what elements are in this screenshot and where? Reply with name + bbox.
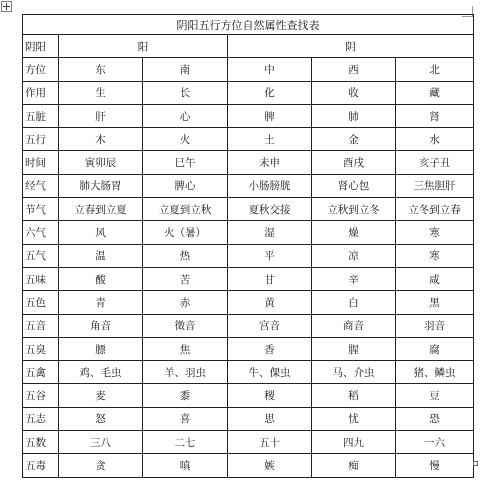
table-cell[interactable]: 商音 <box>312 314 396 337</box>
row-label-cell[interactable]: 方位 <box>23 58 59 81</box>
table-cell[interactable]: 木 <box>59 128 143 151</box>
header-cell-yinyang[interactable]: 阴阳 <box>23 35 59 58</box>
table-row <box>23 384 474 407</box>
table-cell[interactable]: 北 <box>396 58 474 81</box>
row-label-cell[interactable]: 五音 <box>23 314 59 337</box>
table-cell[interactable]: 腥 <box>312 337 396 360</box>
table-cell[interactable]: 立秋到立冬 <box>312 198 396 221</box>
table-cell[interactable]: 肺 <box>312 104 396 127</box>
table-cell[interactable]: 金 <box>312 128 396 151</box>
table-cell[interactable]: 三焦胆肝 <box>396 174 474 197</box>
table-cell[interactable]: 一六 <box>396 431 474 454</box>
table-cell[interactable]: 燥 <box>312 221 396 244</box>
table-row <box>23 291 474 314</box>
table-cell[interactable]: 青 <box>59 291 143 314</box>
table-cell[interactable]: 宫音 <box>228 314 312 337</box>
attribute-table <box>22 14 474 478</box>
table-cell[interactable]: 亥子丑 <box>396 151 474 174</box>
table-cell[interactable]: 苦 <box>143 267 228 290</box>
table-cell[interactable]: 凉 <box>312 244 396 267</box>
table-cell[interactable]: 羊、羽虫 <box>143 361 228 384</box>
row-label-cell[interactable]: 五行 <box>23 128 59 151</box>
header-row <box>23 35 474 58</box>
table-cell[interactable]: 慢 <box>396 454 474 477</box>
table-cell[interactable]: 黑 <box>396 291 474 314</box>
table-cell[interactable]: 脾心 <box>143 174 228 197</box>
row-label-cell[interactable]: 五脏 <box>23 104 59 127</box>
table-cell[interactable]: 贪 <box>59 454 143 477</box>
table-cell[interactable]: 赤 <box>143 291 228 314</box>
table-cell[interactable]: 立春到立夏 <box>59 198 143 221</box>
table-cell[interactable]: 平 <box>228 244 312 267</box>
table-row <box>23 198 474 221</box>
table-title[interactable]: 阴阳五行方位自然属性查找表 <box>23 15 474 35</box>
table-row <box>23 128 474 151</box>
table-cell[interactable]: 思 <box>228 407 312 430</box>
table-cell[interactable]: 湿 <box>228 221 312 244</box>
row-label-cell[interactable]: 五志 <box>23 407 59 430</box>
table-row <box>23 407 474 430</box>
table-resize-handle[interactable] <box>473 461 478 466</box>
table-cell[interactable]: 鸡、毛虫 <box>59 361 143 384</box>
table-cell[interactable]: 肾 <box>396 104 474 127</box>
table-cell[interactable]: 寒 <box>396 221 474 244</box>
table-cell[interactable]: 藏 <box>396 81 474 104</box>
table-cell[interactable]: 南 <box>143 58 228 81</box>
table-row <box>23 221 474 244</box>
table-cell[interactable]: 羽音 <box>396 314 474 337</box>
row-label-cell[interactable]: 节气 <box>23 198 59 221</box>
table-cell[interactable]: 火 <box>143 128 228 151</box>
table-cell[interactable]: 温 <box>59 244 143 267</box>
table-cell[interactable]: 寒 <box>396 244 474 267</box>
table-cell[interactable]: 稷 <box>228 384 312 407</box>
row-label-cell[interactable]: 五谷 <box>23 384 59 407</box>
table-cell[interactable]: 马、介虫 <box>312 361 396 384</box>
table-row <box>23 454 474 477</box>
table-cell[interactable]: 肺大肠胃 <box>59 174 143 197</box>
table-cell[interactable]: 寅卯辰 <box>59 151 143 174</box>
table-cell[interactable]: 火（暑） <box>143 221 228 244</box>
table-cell[interactable]: 嫉 <box>228 454 312 477</box>
table-cell[interactable]: 收 <box>312 81 396 104</box>
table-cell[interactable]: 酉戌 <box>312 151 396 174</box>
table-cell[interactable]: 中 <box>228 58 312 81</box>
table-cell[interactable]: 热 <box>143 244 228 267</box>
table-cell[interactable]: 牛、倮虫 <box>228 361 312 384</box>
table-cell[interactable]: 五十 <box>228 431 312 454</box>
table-row <box>23 244 474 267</box>
table-row <box>23 314 474 337</box>
table-cell[interactable]: 甘 <box>228 267 312 290</box>
table-cell[interactable]: 徵音 <box>143 314 228 337</box>
row-label-cell[interactable]: 时间 <box>23 151 59 174</box>
table-cell[interactable]: 四九 <box>312 431 396 454</box>
table-cell[interactable]: 西 <box>312 58 396 81</box>
table-cell[interactable]: 长 <box>143 81 228 104</box>
table-cell[interactable]: 东 <box>59 58 143 81</box>
table-cell[interactable]: 土 <box>228 128 312 151</box>
table-cell[interactable]: 白 <box>312 291 396 314</box>
table-row <box>23 361 474 384</box>
table-cell[interactable]: 黍 <box>143 384 228 407</box>
table-cell[interactable]: 香 <box>228 337 312 360</box>
header-cell-yang[interactable]: 阳 <box>59 35 228 58</box>
table-cell[interactable]: 心 <box>143 104 228 127</box>
table-cell[interactable]: 豆 <box>396 384 474 407</box>
table-cell[interactable]: 恐 <box>396 407 474 430</box>
table-cell[interactable]: 怒 <box>59 407 143 430</box>
table-cell[interactable]: 膘 <box>59 337 143 360</box>
row-label-cell[interactable]: 五味 <box>23 267 59 290</box>
table-cell[interactable]: 巳午 <box>143 151 228 174</box>
table-move-handle-icon[interactable] <box>1 1 12 12</box>
table-cell[interactable]: 喜 <box>143 407 228 430</box>
row-label-cell[interactable]: 五气 <box>23 244 59 267</box>
table-row <box>23 151 474 174</box>
table-cell[interactable]: 生 <box>59 81 143 104</box>
table-cell[interactable]: 立夏到立秋 <box>143 198 228 221</box>
table-cell[interactable]: 角音 <box>59 314 143 337</box>
row-label-cell[interactable]: 五色 <box>23 291 59 314</box>
table-cell[interactable]: 夏秋交接 <box>228 198 312 221</box>
header-cell-yin[interactable]: 阴 <box>228 35 474 58</box>
row-label-cell[interactable]: 作用 <box>23 81 59 104</box>
table-cell[interactable]: 痴 <box>312 454 396 477</box>
row-label-cell[interactable]: 经气 <box>23 174 59 197</box>
table-cell[interactable]: 未申 <box>228 151 312 174</box>
table-row <box>23 81 474 104</box>
table-cell[interactable]: 忧 <box>312 407 396 430</box>
table-cell[interactable]: 化 <box>228 81 312 104</box>
table-cell[interactable]: 三八 <box>59 431 143 454</box>
table-cell[interactable]: 酸 <box>59 267 143 290</box>
table-row <box>23 58 474 81</box>
table-cell[interactable]: 风 <box>59 221 143 244</box>
title-row <box>23 15 474 35</box>
table-cell[interactable]: 肝 <box>59 104 143 127</box>
table-cell[interactable]: 猪、鳞虫 <box>396 361 474 384</box>
row-label-cell[interactable]: 五禽 <box>23 361 59 384</box>
table-cell[interactable]: 嗔 <box>143 454 228 477</box>
table-cell[interactable]: 焦 <box>143 337 228 360</box>
table-cell[interactable]: 黄 <box>228 291 312 314</box>
row-label-cell[interactable]: 五数 <box>23 431 59 454</box>
row-label-cell[interactable]: 六气 <box>23 221 59 244</box>
table-cell[interactable]: 辛 <box>312 267 396 290</box>
table-cell[interactable]: 二七 <box>143 431 228 454</box>
table-cell[interactable]: 脾 <box>228 104 312 127</box>
table-cell[interactable]: 稻 <box>312 384 396 407</box>
table-cell[interactable]: 腐 <box>396 337 474 360</box>
table-row <box>23 337 474 360</box>
table-row <box>23 174 474 197</box>
table-cell[interactable]: 立冬到立春 <box>396 198 474 221</box>
table-cell[interactable]: 麦 <box>59 384 143 407</box>
table-row <box>23 267 474 290</box>
table-cell[interactable]: 肾心包 <box>312 174 396 197</box>
table-cell[interactable]: 水 <box>396 128 474 151</box>
table-cell[interactable]: 咸 <box>396 267 474 290</box>
table-row <box>23 104 474 127</box>
table-row <box>23 431 474 454</box>
row-label-cell[interactable]: 五臭 <box>23 337 59 360</box>
table-cell[interactable]: 小肠膀胱 <box>228 174 312 197</box>
row-label-cell[interactable]: 五毒 <box>23 454 59 477</box>
